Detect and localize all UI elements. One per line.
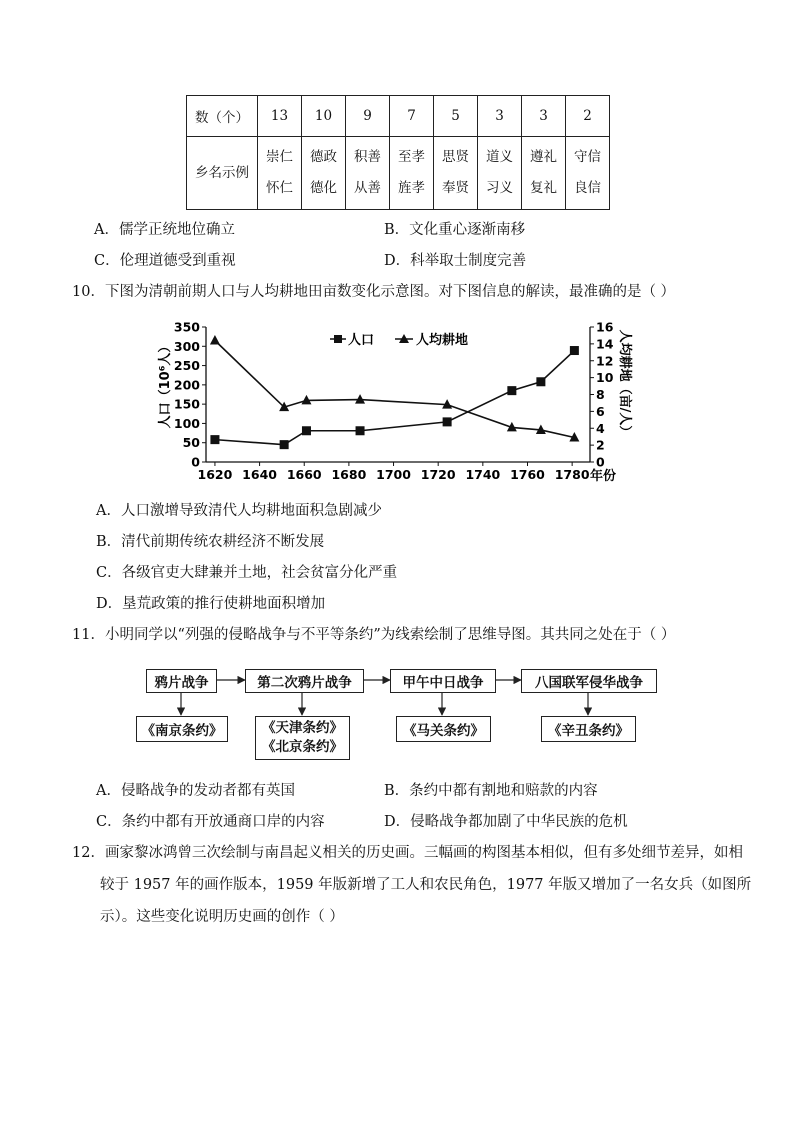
- x-tick-label: 1720: [420, 467, 456, 482]
- q9-option-b[interactable]: B．文化重心逐渐南移: [384, 222, 526, 238]
- y-left-tick-label: 250: [173, 358, 200, 374]
- treaty-box-nanjing: 《南京条约》: [136, 716, 228, 742]
- table-cell: 7: [390, 96, 434, 137]
- table-cell: 道义 习义: [478, 137, 522, 210]
- table-cell: 积善 从善: [346, 137, 390, 210]
- y-right-tick-label: 0: [596, 454, 605, 470]
- table-cell: 13: [258, 96, 302, 137]
- q12-stem-line-2: 较于 1957 年的画作版本，1959 年版新增了工人和农民角色，1977 年版又增加了一名女兵（如图所: [100, 877, 752, 893]
- q11-option-b[interactable]: B．条约中都有割地和赔款的内容: [384, 783, 598, 799]
- table-cell: 2: [566, 96, 610, 137]
- war-box-sino-japanese-war: 甲午中日战争: [390, 669, 496, 693]
- table-cell: 至孝 旌孝: [390, 137, 434, 210]
- q9-option-c[interactable]: C．伦理道德受到重视: [94, 253, 236, 269]
- x-axis-label: 年份: [590, 469, 617, 484]
- treaty-box-shimonoseki: 《马关条约》: [396, 716, 491, 742]
- y-left-tick-label: 150: [173, 396, 200, 412]
- q9-option-a[interactable]: A．儒学正统地位确立: [94, 222, 235, 238]
- y-left-tick-label: 350: [173, 319, 200, 335]
- table-cell: 德政 德化: [302, 137, 346, 210]
- q11-option-a[interactable]: A．侵略战争的发动者都有英国: [96, 783, 295, 799]
- y-right-tick-label: 10: [596, 370, 614, 386]
- table-cell: 9: [346, 96, 390, 137]
- y-right-tick-label: 6: [596, 403, 605, 419]
- legend-label-farmland: 人均耕地: [416, 333, 469, 348]
- table-cell: 5: [434, 96, 478, 137]
- q12-stem-line-3: 示）。这些变化说明历史画的创作（ ）: [100, 909, 344, 925]
- y-left-tick-label: 50: [182, 435, 200, 451]
- q10-stem: 10．下图为清朝前期人口与人均耕地田亩数变化示意图。对下图信息的解读，最准确的是（ ）: [72, 284, 676, 300]
- treaty-box-tianjin-beijing: [255, 716, 350, 760]
- q10-option-b[interactable]: B．清代前期传统农耕经济不断发展: [96, 534, 325, 550]
- y-right-tick-label: 8: [596, 387, 605, 402]
- y-left-tick-label: 300: [173, 338, 200, 354]
- y-right-tick-label: 14: [596, 336, 614, 352]
- x-tick-label: 1740: [465, 467, 501, 482]
- y-axis-right-label: 人均耕地（亩/人）: [617, 329, 632, 439]
- q9-option-d[interactable]: D．科举取士制度完善: [384, 253, 527, 269]
- table-header-count: 数（个）: [187, 96, 258, 137]
- table-cell: 思贤 奉贤: [434, 137, 478, 210]
- y-left-tick-label: 0: [191, 454, 200, 470]
- q12-stem-line-1: 12．画家黎冰鸿曾三次绘制与南昌起义相关的历史画。三幅画的构图基本相似，但有多处细节差异，如相: [72, 845, 743, 861]
- treaty-tianjin: 《天津条约》: [262, 720, 343, 736]
- table-header-example: 乡名示例: [187, 137, 258, 210]
- y-right-tick-label: 16: [596, 319, 614, 335]
- treaty-box-xinchou: 《辛丑条约》: [541, 716, 636, 742]
- q11-option-d[interactable]: D．侵略战争都加剧了中华民族的危机: [384, 814, 628, 830]
- q11-option-c[interactable]: C．条约中都有开放通商口岸的内容: [96, 814, 325, 830]
- x-tick-label: 1620: [197, 467, 233, 482]
- war-box-second-opium-war: 第二次鸦片战争: [245, 669, 364, 693]
- table-cell: 守信 良信: [566, 137, 610, 210]
- q10-option-c[interactable]: C．各级官吏大肆兼并土地，社会贫富分化严重: [96, 565, 398, 581]
- legend-label-population: 人口: [348, 333, 375, 348]
- y-right-tick-label: 12: [596, 353, 614, 369]
- q10-option-a[interactable]: A．人口激增导致清代人均耕地面积急剧减少: [96, 503, 382, 519]
- x-tick-label: 1700: [376, 467, 411, 482]
- x-tick-label: 1660: [286, 467, 322, 482]
- y-right-tick-label: 2: [596, 437, 605, 453]
- table-cell: 3: [522, 96, 566, 137]
- x-tick-label: 1640: [242, 467, 277, 482]
- x-tick-label: 1760: [510, 467, 545, 482]
- y-right-tick-label: 4: [596, 420, 605, 436]
- table-cell: 遵礼 复礼: [522, 137, 566, 210]
- war-box-eight-nation-alliance: 八国联军侵华战争: [521, 669, 657, 693]
- war-box-opium-war: 鸦片战争: [146, 669, 217, 693]
- table-cell: 10: [302, 96, 346, 137]
- table-cell: 崇仁 怀仁: [258, 137, 302, 210]
- x-tick-label: 1680: [331, 467, 367, 482]
- y-left-tick-label: 200: [173, 377, 200, 393]
- y-axis-left-label: 人口（10⁶人）: [158, 339, 173, 429]
- treaty-beijing: 《北京条约》: [262, 739, 343, 755]
- table-cell: 3: [478, 96, 522, 137]
- x-tick-label: 1780: [554, 467, 590, 482]
- y-left-tick-label: 100: [173, 415, 200, 431]
- q11-stem: 11．小明同学以“列强的侵略战争与不平等条约”为线索绘制了思维导图。其共同之处在于（ ）: [72, 627, 676, 643]
- q10-option-d[interactable]: D．垦荒政策的推行使耕地面积增加: [96, 596, 326, 612]
